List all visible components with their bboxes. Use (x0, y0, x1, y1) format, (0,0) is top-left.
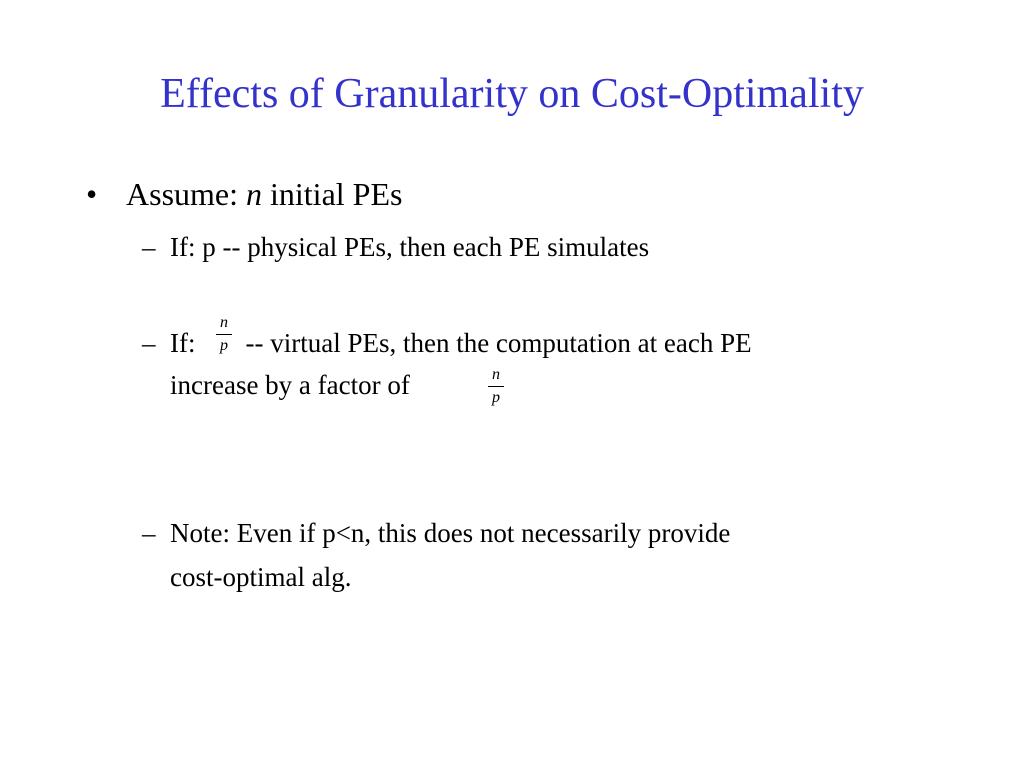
fraction-denominator: p (220, 337, 228, 354)
sub-item-virtual-line2 (170, 364, 410, 406)
bullet-suffix: initial PEs (262, 176, 403, 212)
bullet-marker: • (86, 176, 98, 212)
main-bullet (86, 170, 402, 218)
sub-item-text: If: p -- physical PEs, then each PE simulates (170, 232, 650, 262)
sub-item-virtual (142, 322, 752, 364)
sub-item-line2: increase by a factor of (170, 370, 410, 400)
fraction-numerator: n (492, 366, 500, 383)
fraction-denominator: p (492, 389, 500, 406)
fraction-bar (488, 386, 504, 387)
dash-marker: – (142, 232, 156, 262)
dash-marker: – (142, 518, 156, 548)
fraction-n-over-p (213, 314, 235, 355)
sub-item-note (142, 512, 731, 554)
slide-title: Effects of Granularity on Cost-Optimality (160, 71, 864, 117)
sub-item-note-line2 (170, 556, 351, 598)
bullet-prefix: Assume: (126, 176, 246, 212)
dash-marker: – (142, 328, 156, 358)
sub-item-line1: Note: Even if p<n, this does not necessarily provide (170, 518, 731, 548)
sub-item-line2: cost-optimal alg. (170, 562, 352, 592)
bullet-variable: n (246, 176, 262, 212)
fraction-bar (216, 334, 232, 335)
sub-item-prefix: If: (170, 328, 196, 358)
fraction-numerator: n (220, 314, 228, 331)
fraction-n-over-p (485, 366, 507, 407)
sub-item-physical (142, 226, 650, 268)
sub-item-suffix: -- virtual PEs, then the computation at each PE (245, 328, 752, 358)
